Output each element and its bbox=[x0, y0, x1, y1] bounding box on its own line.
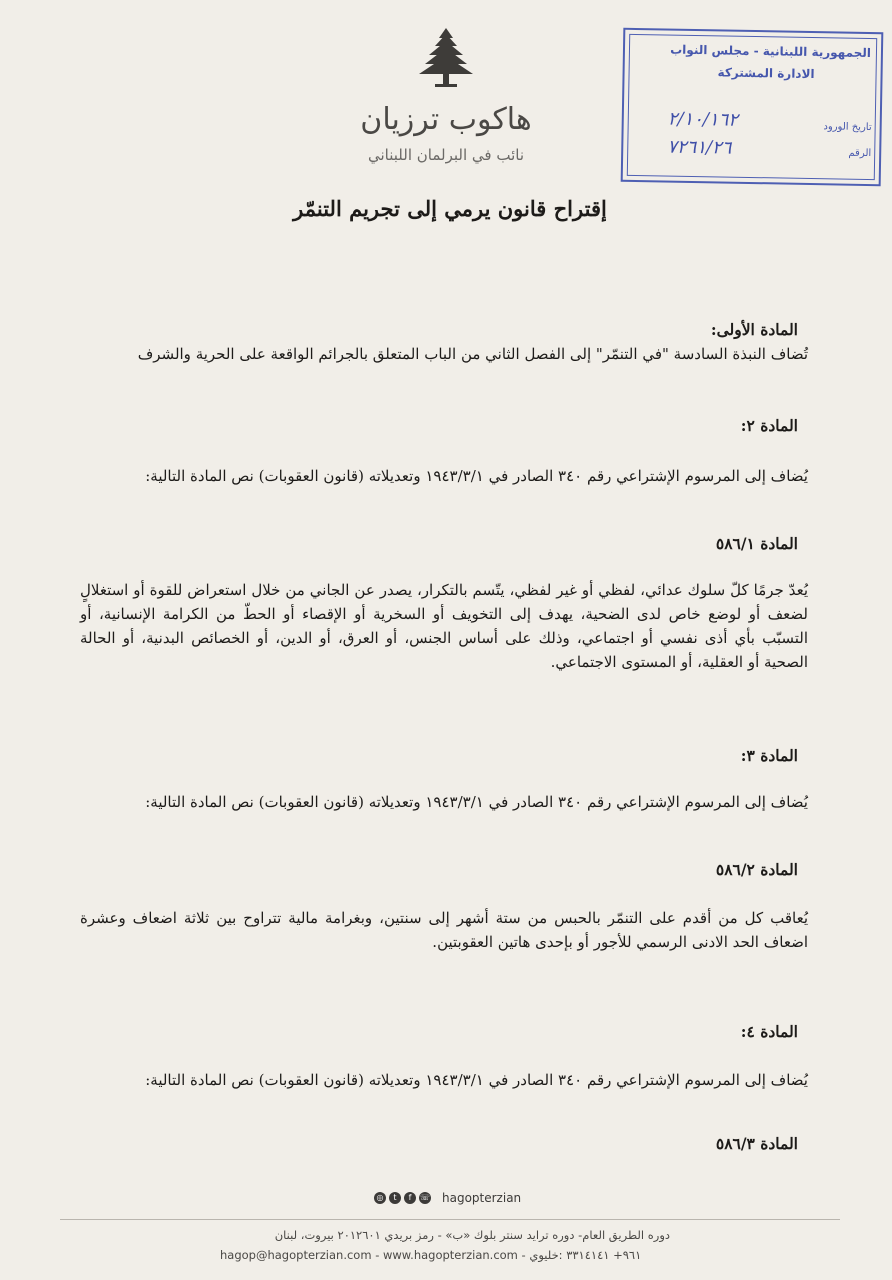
facebook-icon[interactable]: f bbox=[404, 1192, 416, 1204]
article-text: تُضاف النبذة السادسة "في التنمّر" إلى الفصل الثاني من الباب المتعلق بالجرائم الواقعة على الحرية والشرف bbox=[137, 345, 808, 363]
twitter-icon[interactable]: t bbox=[389, 1192, 401, 1204]
article-heading: المادة ٥٨٦/٢ bbox=[715, 860, 798, 879]
mp-name: هاكوب ترزيان bbox=[360, 102, 532, 137]
stamp-number-value: ٧٢٦١/٢٦ bbox=[667, 136, 732, 159]
stamp-number-label: الرقم bbox=[848, 147, 872, 160]
article-text: يُضاف إلى المرسوم الإشتراعي رقم ٣٤٠ الصادر في ١٩٤٣/٣/١ وتعديلاته (قانون العقوبات) نص المادة التالية: bbox=[145, 1071, 808, 1089]
article-heading: المادة ٤: bbox=[740, 1022, 798, 1041]
instagram-icon[interactable]: ◎ bbox=[374, 1192, 386, 1204]
whatsapp-icon[interactable]: ☏ bbox=[419, 1193, 430, 1202]
article-heading: المادة ٢: bbox=[740, 416, 798, 435]
stamp-date-label: تاريخ الورود bbox=[823, 121, 872, 134]
footer-address: دوره الطريق العام- دوره ترايد سنتر بلوك «ب» - رمز بريدي ٢٠١٢٦٠١ بيروت، لبنان bbox=[274, 1228, 670, 1242]
article-text: يُعاقب كل من أقدم على التنمّر بالحبس من ستة أشهر إلى سنتين، وبغرامة مالية تتراوح بين ثلاثة اضعاف وعشرة اضعاف الحد الادنى الرسمي للأجور أو بإحدى هاتين العقوبتين. bbox=[80, 909, 808, 951]
document-title: إقتراح قانون يرمي إلى تجريم التنمّر bbox=[293, 196, 607, 221]
footer-contact: hagop@hagopterzian.com - www.hagopterzian.com - ٩٦١+ ٣٣١٤١٤١ :خليوي bbox=[220, 1248, 642, 1262]
article-heading: المادة الأولى: bbox=[710, 320, 798, 339]
article-text: يُضاف إلى المرسوم الإشتراعي رقم ٣٤٠ الصادر في ١٩٤٣/٣/١ وتعديلاته (قانون العقوبات) نص المادة التالية: bbox=[145, 793, 808, 811]
stamp-institution: الجمهورية اللبنانية - مجلس النواب bbox=[670, 42, 872, 61]
footer-divider bbox=[60, 1219, 840, 1220]
article-heading: المادة ٥٨٦/١ bbox=[715, 534, 798, 553]
stamp-department: الادارة المشتركة bbox=[717, 65, 815, 82]
article-heading: المادة ٥٨٦/٣ bbox=[715, 1134, 798, 1153]
social-icons bbox=[374, 1192, 431, 1204]
received-stamp bbox=[621, 28, 884, 187]
article-text: يُعدّ جرمًا كلّ سلوك عدائي، لفظي أو غير لفظي، يتّسم بالتكرار، يصدر عن الجاني من خلال استعراض للقوة أو استغلالٍ لضعف أو لوضع خاص لدى الضحية، يهدف إلى التخويف أو السخرية أو الإقصاء أو الحطّ من الكرامة الإنسانية، أو التسبّب بأي أذى نفسي أو اجتماعي، وذلك على أساس الجنس، أو العرق، أو الدين، أو الخصائص البدنية، أو الحالة الصحية أو العقلية، أو المستوى الاجتماعي. bbox=[80, 581, 808, 671]
mp-subtitle: نائب في البرلمان اللبناني bbox=[368, 146, 524, 164]
cedar-tree-icon bbox=[413, 26, 479, 92]
stamp-date-value: ٢/١٠/١٦٢ bbox=[667, 108, 739, 131]
social-handle[interactable]: hagopterzian bbox=[442, 1191, 522, 1205]
article-text: يُضاف إلى المرسوم الإشتراعي رقم ٣٤٠ الصادر في ١٩٤٣/٣/١ وتعديلاته (قانون العقوبات) نص المادة التالية: bbox=[145, 467, 808, 485]
article-heading: المادة ٣: bbox=[740, 746, 798, 765]
